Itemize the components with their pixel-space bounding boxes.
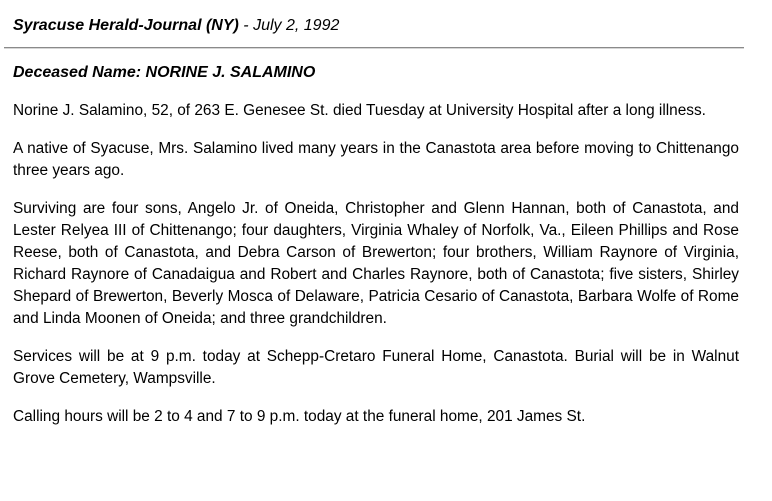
article-paragraph: A native of Syacuse, Mrs. Salamino lived many years in the Canastota area before moving to Chittenango three years ago. [13,140,739,179]
deceased-name-heading: Deceased Name: NORINE J. SALAMINO [13,64,316,81]
header-separator: - [238,17,254,34]
article-paragraph: Norine J. Salamino, 52, of 263 E. Genesee St. died Tuesday at University Hospital after a long illness. [13,102,706,119]
article-paragraph: Services will be at 9 p.m. today at Schepp-Cretaro Funeral Home, Canastota. Burial will be in Walnut Grove Cemetery, Wampsville. [13,348,739,387]
publication-name: Syracuse Herald-Journal (NY) [13,17,239,34]
article-paragraph: Calling hours will be 2 to 4 and 7 to 9 p.m. today at the funeral home, 201 James St. [13,408,586,425]
article-paragraph: Surviving are four sons, Angelo Jr. of Oneida, Christopher and Glenn Hannan, both of Canastota, and Lester Relyea III of Chittenango; four daughters, Virginia Whaley of Norfolk, Va., Eileen Phillips and Rose Reese, both of Canastota, and Debra Carson of Brewerton; four brothers, William Raynore of Virginia, Richard Raynore of Canadaigua and Robert and Charles Raynore, both of Canastota; five sisters, Shirley Shepard of Brewerton, Beverly Mosca of Delaware, Patricia Cesario of Canastota, Barbara Wolfe of Rome and Linda Moonen of Oneida; and three grandchildren. [13,200,739,327]
obituary-article [13,62,739,428]
publication-date: July 2, 1992 [253,17,340,34]
page-header [13,15,339,37]
header-divider [4,47,744,49]
